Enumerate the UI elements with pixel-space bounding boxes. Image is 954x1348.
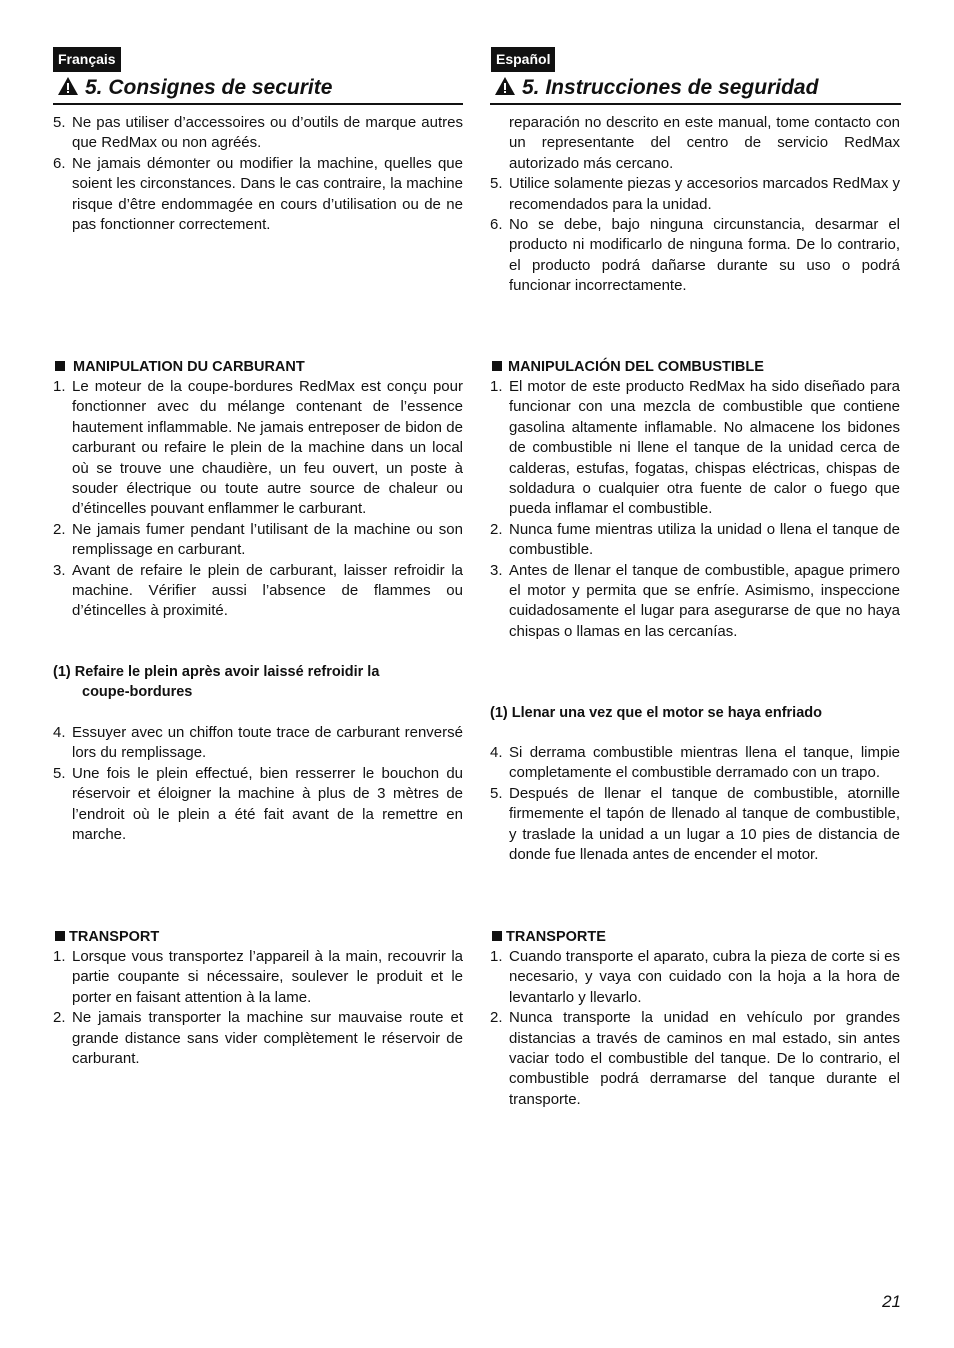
list-item xyxy=(53,1008,463,1069)
list-item xyxy=(53,723,463,764)
item-number: 6. xyxy=(490,216,503,234)
list-item xyxy=(53,561,463,622)
item-number: 5. xyxy=(53,114,66,131)
fr-fuel-list xyxy=(53,377,463,622)
list-item xyxy=(490,743,900,784)
language-badge-spanish: Español xyxy=(491,47,555,72)
warning-icon xyxy=(494,76,516,104)
es-continuation: reparación no descrito en este manual, tome contacto con un representante del centro de servicio RedMax autorizado más cercano. xyxy=(509,114,900,172)
item-text: Avant de refaire le plein de carburant, laisser refroidir la machine. Vérifier aussi l’absence de flammes ou d’étincelles à proximité. xyxy=(72,561,463,620)
fr-transport-list xyxy=(53,947,463,1069)
es-transport-heading: TRANSPORTE xyxy=(490,927,900,947)
item-text: Si derrama combustible mientras llena el tanque, limpie completamente el combustible derramado con un trapo. xyxy=(509,744,900,782)
item-text: Cuando transporte el aparato, cubra la pieza de corte si es necesario, y vaya con cuidado con la hoja a la hora de levantarlo y llevarlo. xyxy=(509,948,900,1006)
es-fuel-list xyxy=(490,377,900,642)
list-item xyxy=(490,784,900,866)
warning-icon xyxy=(57,76,79,104)
section-title-spanish: 5. Instrucciones de seguridad xyxy=(490,74,901,105)
es-intro xyxy=(490,113,900,297)
es-fuel-list-2 xyxy=(490,743,900,865)
es-transport-list xyxy=(490,947,900,1110)
section-title-french: 5. Consignes de securite xyxy=(53,74,463,105)
item-text: Ne pas utiliser d’accessoires ou d’outils de marque autres que RedMax ou non agréés. xyxy=(72,114,463,152)
list-item xyxy=(53,154,463,236)
list-item xyxy=(490,215,900,297)
item-text: Utilice solamente piezas y accesorios marcados RedMax y recomendados para la unidad. xyxy=(509,175,900,213)
item-number: 2. xyxy=(53,520,66,538)
item-text: Essuyer avec un chiffon toute trace de carburant renversé lors du remplissage. xyxy=(72,724,463,762)
list-item xyxy=(53,113,463,154)
item-number: 5. xyxy=(53,764,66,782)
item-number: 6. xyxy=(53,154,66,172)
item-text: Lorsque vous transportez l’appareil à la main, recouvrir la partie coupante si nécessaire, soulever le produit et le porter en faisant attention à la lame. xyxy=(72,948,463,1006)
item-number: 3. xyxy=(53,561,66,579)
item-text: Une fois le plein effectué, bien resserrer le bouchon du réservoir et éloigner la machine à plus de 3 mètres de l’endroit où le plein a été fait avant de la remettre en marche. xyxy=(72,764,463,844)
list-item xyxy=(490,174,900,215)
list-item xyxy=(490,377,900,520)
page-number: 21 xyxy=(882,1292,901,1311)
list-item xyxy=(490,561,900,643)
item-number: 2. xyxy=(490,1009,503,1027)
list-item xyxy=(53,947,463,1008)
list-item xyxy=(53,377,463,520)
item-text: Nunca fume mientras utiliza la unidad o llena el tanque de combustible. xyxy=(509,520,900,559)
list-item xyxy=(53,764,463,846)
item-text: Después de llenar el tanque de combustible, atornille firmemente el tapón de llenado al tanque de combustible, y traslade la unidad a un lugar a 10 pies de distancia de donde fue llenada antes de encender el motor. xyxy=(509,784,900,864)
item-text: Ne jamais démonter ou modifier la machine, quelles que soient les circonstances. Dans le cas contraire, la machine risque d’être endommagée en cours d’utilisation ou de ne pas fonctionner correctement. xyxy=(72,154,463,234)
item-number: 3. xyxy=(490,561,503,579)
fr-fuel-list-2 xyxy=(53,723,463,845)
item-text: Ne jamais transporter la machine sur mauvaise route et grande distance sans vider complètement le réservoir de carburant. xyxy=(72,1009,463,1068)
item-text: No se debe, bajo ninguna circunstancia, desarmar el producto ni modificarlo de ninguna forma. De lo contrario, el producto podrá dañarse durante su uso o podrá funcionar incorrectamente. xyxy=(509,216,900,295)
item-number: 5. xyxy=(490,784,503,802)
language-badge-french: Français xyxy=(53,47,121,72)
item-text: Nunca transporte la unidad en vehículo por grandes distancias a través de caminos en mal estado, sin antes vaciar todo el combustible del tanque. De lo contrario, el combustible podrá derramarse del tanque durante el transporte. xyxy=(509,1009,900,1108)
item-text: Le moteur de la coupe-bordures RedMax est conçu pour fonctionner avec du mélange contenant de l’essence hautement inflammable. Ne jamais entreposer de bidon de carburant ou refaire le plein de la machine dans un local où se trouve une chaudière, un feu ouvert, un poste à souder électrique ou toute autre source de chaleur ou d’étincelles pouvant enflammer le carburant. xyxy=(72,378,463,518)
es-fuel-heading: MANIPULACIÓN DEL COMBUSTIBLE xyxy=(490,357,900,377)
fr-transport-heading: TRANSPORT xyxy=(53,927,463,947)
fr-subheading: (1) Refaire le plein après avoir laissé refroidir la coupe-bordures xyxy=(53,664,380,701)
list-item xyxy=(53,520,463,561)
item-number: 1. xyxy=(490,948,503,965)
fr-fuel-heading: MANIPULATION DU CARBURANT xyxy=(53,357,463,377)
fr-intro-list xyxy=(53,113,463,235)
item-number: 2. xyxy=(53,1009,66,1027)
item-number: 1. xyxy=(53,948,66,965)
es-subheading: (1) Llenar una vez que el motor se haya enfriado xyxy=(490,705,822,721)
item-number: 2. xyxy=(490,520,503,538)
list-item xyxy=(490,947,900,1008)
list-item xyxy=(490,1008,900,1110)
item-number: 4. xyxy=(53,724,66,741)
item-number: 5. xyxy=(490,175,503,193)
item-number: 1. xyxy=(490,378,503,395)
item-number: 1. xyxy=(53,378,66,395)
item-number: 4. xyxy=(490,744,503,761)
list-item xyxy=(490,520,900,561)
item-text: Ne jamais fumer pendant l’utilisant de la machine ou son remplissage en carburant. xyxy=(72,520,463,559)
item-text: El motor de este producto RedMax ha sido diseñado para funcionar con una mezcla de combustible que contiene gasolina altamente inflamable. No almacene los bidones de combustible ni llene el tanque de la unidad cerca de calderas, estufas, fogatas, chispas eléctricas, chispas de soldadura o cualquier otra fuente de calor o fuego que pueda inflamar el combustible. xyxy=(509,378,900,518)
item-text: Antes de llenar el tanque de combustible, apague primero el motor y permita que se enfríe. Asimismo, inspeccione cuidadosamente el lugar para asegurarse de que no haya chispas o llamas en las cercanías. xyxy=(509,561,900,640)
